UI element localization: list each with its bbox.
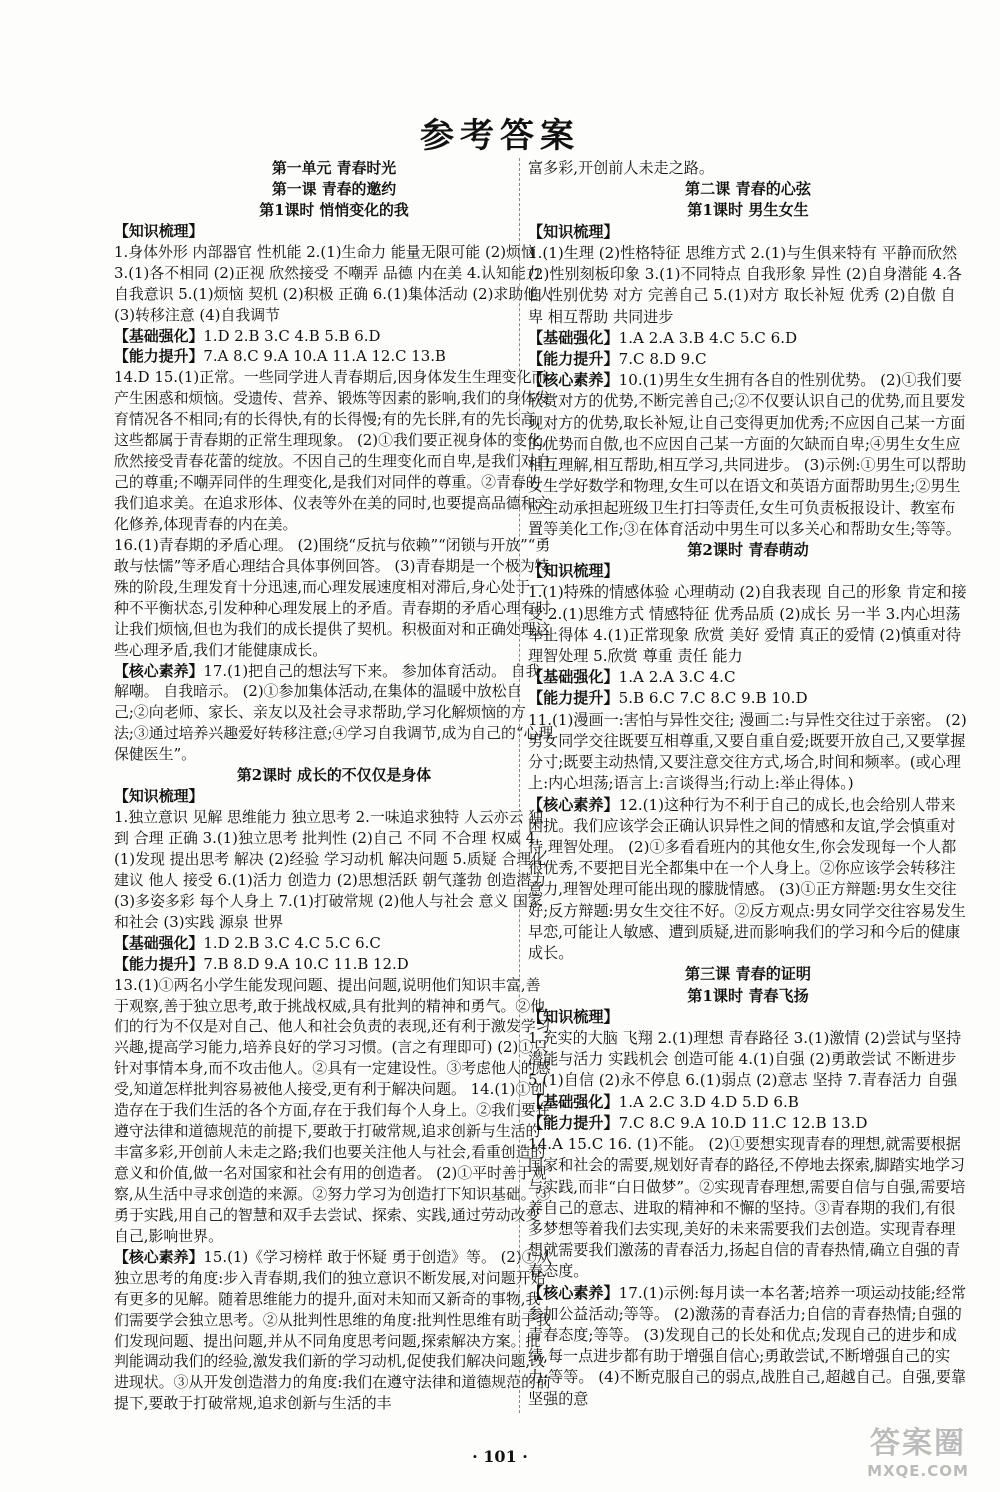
answer-section: [114, 326, 554, 347]
section-heading: 第1课时 男生女生: [687, 201, 809, 220]
page-title: 参考答案: [420, 116, 580, 156]
section-label: 【 核心素养 】: [114, 1248, 203, 1266]
section-answers: 1.A 2.A 3.C 4.C: [618, 668, 736, 687]
answer-paragraph: 14.A 15.C 16. (1)不能。 (2)①要想实现青春的理想,就需要根据国家和社会的需要,规划好青春的路径,不停地去探索,脚踏实地学习与实践,而非“白日做梦”。②实现青春理想,需要自信与自强,需要培养自己的意志、进取的精神和不懈的坚持。③青春期的我们,有很多梦想等着我们去实现,美好的未来需要我们去创造。实现青春理想就需要我们激荡的青春活力,扬起自信的青春热情,确立自强的青春态度。: [528, 1135, 966, 1281]
section-label: 【 知识梳理 】: [528, 1008, 619, 1026]
section-label: 【 能力提升 】: [528, 689, 619, 707]
watermark-logo: [848, 1418, 988, 1488]
section-label: 【 基础强化 】: [528, 329, 619, 347]
section-label: 【 基础强化 】: [114, 934, 203, 952]
section-answers: 7.B 8.D 9.A 10.C 11.B 12.D: [203, 954, 409, 973]
left-column: [114, 158, 554, 1414]
answer-section: [528, 1113, 968, 1134]
section-heading: 第三课 青春的证明: [684, 965, 811, 984]
section-answers: 15.(1)《学习榜样 敢于怀疑 勇于创造》等。 (2)①从独立思考的角度:步入青春期,我们的独立意识不断发展,对问题开始有更多的见解。随着思维能力的提升,面对未知而又新奇的事物,我们需要学会独立思考。②从批判性思维的角度:批判性思维有助于我们发现问题、提出问题,并从不同角度思考问题,探索解决方案。批判能调动我们的经验,激发我们新的学习动机,促使我们解决问题,改进现状。③从开发创造潜力的角度:我们在遵守法律和道德规范的前提下,要敢于打破常规,追求创新与生活的丰: [114, 1247, 552, 1413]
answer-section: [528, 328, 968, 349]
answer-paragraph: 1.独立意识 见解 思维能力 独立思考 2.一味追求独特 人云亦云 独到 合理 正确 3.(1)独立思考 批判性 (2)自己 不同 不合理 权威 4.(1)发现 提出思考 解决 (2)经验 学习动机 解决问题 5.质疑 合理化建议 他人 接受 6.(1)活力 创造力 (2)思想活跃 朝气蓬勃 创造潜力 (3)多姿多彩 每个人身上 7.(1)打破常规 (2)他人与社会 意义 国家和社会 (3)实践 源泉 世界: [114, 808, 547, 931]
section-answers: 7.A 8.C 9.A 10.A 11.A 12.C 13.B: [203, 347, 446, 366]
section-answers: 17.(1)把自己的想法写下来。 参加体育活动。 自我解嘲。 自我暗示。 (2)①参加集体活动,在集体的温暖中放松自己;②向老师、家长、亲友以及社会寻求帮助,学习化解烦恼的方法;③通过培养兴趣爱好转移注意;④学习自我调节,成为自己的“心理保健医生”。: [114, 661, 554, 764]
answer-section: [528, 688, 968, 709]
answer-section: [528, 1092, 968, 1113]
answer-section: [528, 1007, 968, 1028]
section-label: 【 基础强化 】: [528, 1093, 619, 1111]
answer-paragraph: 11.(1)漫画一:害怕与异性交往; 漫画二:与异性交往过于亲密。 (2)男女同学交往既要互相尊重,又要自重自爱;既要开放自己,又要掌握分寸;既要主动热情,又要注意交往方式,场合,时间和频率。(或心理上:内心坦荡;语言上:言谈得当;行动上:举止得体。): [528, 710, 967, 793]
section-answers: 1.A 2.A 3.B 4.C 5.C 6.D: [618, 328, 798, 347]
answer-section: [528, 667, 968, 688]
section-heading: 第2课时 青春萌动: [687, 540, 809, 559]
section-answers: 10.(1)男生女生拥有各自的性别优势。 (2)①我们要欣赏对方的优势,不断完善自己;②不仅要认识自己的优势,而且要发现对方的优势,取长补短,让自己变得更加优秀;不应因自己某一方面的优势而自傲,也不应因自己某一方面的欠缺而自卑;④男生女生应相互理解,相互帮助,相互学习,共同进步。 (3)示例:①男生可以帮助女生学好数学和物理,女生可以在语文和英语方面帮助男生;②男生应主动承担起班级卫生打扫等责任,女生可负责板报设计、教室布置等美化工作;③在体育活动中男生可以多关心和帮助女生;等等。: [528, 371, 967, 538]
answer-section: [114, 933, 554, 954]
answer-paragraph: 1.身体外形 内部器官 性机能 2.(1)生命力 能量无限可能 (2)烦恼 3.(1)各不相同 (2)正视 欣然接受 不嘲弄 品德 内在美 4.认知能力 自我意识 5.(1)烦恼 契机 (2)积极 正确 6.(1)集体活动 (2)求助他人 (3)转移注意 (4)自我调节: [114, 242, 553, 324]
section-label: 【 基础强化 】: [114, 327, 203, 345]
section-answers: 7.C 8.C 9.A 10.D 11.C 12.B 13.D: [618, 1113, 868, 1132]
answer-section: [114, 661, 554, 766]
right-column: [528, 158, 968, 1410]
section-label: 【 知识梳理 】: [114, 222, 203, 240]
section-label: 【 核心素养 】: [114, 662, 203, 680]
section-label: 【 能力提升 】: [114, 347, 203, 365]
section-label: 【 基础强化 】: [528, 668, 619, 686]
section-label: 【 核心素养 】: [528, 371, 619, 389]
section-heading: 第1课时 青春飞扬: [687, 986, 809, 1005]
watermark-main: 答案圈: [870, 1426, 966, 1461]
section-heading: 第一单元 青春时光: [271, 159, 397, 177]
section-label: 【 能力提升 】: [528, 350, 619, 368]
section-label: 【 知识梳理 】: [528, 223, 619, 241]
answer-paragraph: 富多彩,开创前人未走之路。: [528, 159, 714, 177]
answer-section: [114, 954, 554, 975]
answer-paragraph: 14.D 15.(1)正常。一些同学进人青春期后,因身体发生生理变化而产生困惑和烦恼。受遗传、营养、锻炼等因素的影响,我们的身体发育情况各不相同;有的长得快,有的长得慢;有的先长胖,有的先长高,这些都属于青春期的正常生理现象。 (2)①我们要正视身体的变化,欣然接受青春花蕾的绽放。不因自己的生理变化而自卑,是我们对自己的尊重;不嘲弄同伴的生理变化,是我们对同伴的尊重。②青春的我们追求美。在追求形体、仪表等外在美的同时,也要提高品德和文化修养,体现青春的内在美。: [114, 368, 551, 533]
section-heading: 第二课 青春的心弦: [684, 180, 811, 199]
section-answers: 1.D 2.B 3.C 4.C 5.C 6.C: [203, 933, 381, 952]
section-label: 【 能力提升 】: [528, 1114, 619, 1132]
section-heading: 第2课时 成长的不仅仅是身体: [236, 766, 432, 785]
section-label: 【 知识梳理 】: [528, 562, 619, 580]
answer-section: [528, 370, 968, 540]
section-label: 【 核心素养 】: [528, 1284, 619, 1302]
section-label: 【 核心素养 】: [528, 796, 619, 814]
answer-paragraph: 1.充实的大脑 飞翔 2.(1)理想 青春路径 3.(1)激情 (2)尝试与坚持 潜能与活力 实践机会 创造可能 4.(1)自强 (2)勇敢尝试 不断进步 5.(1)自信 (2)永不停息 6.(1)弱点 (2)意志 坚持 7.青春活力 自强: [528, 1028, 962, 1090]
section-answers: 1.A 2.C 3.D 4.D 5.D 6.B: [618, 1092, 799, 1111]
page-number: · 101 ·: [472, 1447, 528, 1466]
column-divider: [519, 158, 520, 1413]
answer-paragraph: 13.(1)①两名小学生能发现问题、提出问题,说明他们知识丰富,善于观察,善于独立思考,敢于挑战权威,具有批判的精神和勇气。②他们的行为不仅是对自己、他人和社会负责的表现,还有利于激发学习兴趣,提高学习能力,培养良好的学习习惯。(言之有理即可) (2)①只针对事情本身,而不攻击他人。②具有一定建设性。③考虑他人的感受,知道怎样批判容易被他人接受,更有利于解决问题。 14.(1)①创造存在于我们生活的各个方面,存在于我们每个人身上。②我们要在遵守法律和道德规范的前提下,要敢于打破常规,追求创新与生活的丰富多彩,开创前人未走之路;我们也要关注他人与社会,看重创造的意义和价值,做一名对国家和社会有用的创造者。 (2)①平时善于观察,从生活中寻求创造的来源。②努力学习为创造打下知识基础。③勇于实践,用自己的智慧和双手去尝试、探索、实践,通过劳动改变自己,影响世界。: [114, 975, 551, 1245]
section-answers: 17.(1)示例:每月读一本名著;培养一项运动技能;经常参加公益活动;等等。 (2)激荡的青春活力;自信的青春热情;自强的青春态度;等等。 (3)发现自己的长处和优点;发现自己的进步和成绩,每一点进步都有助于增强自信心;勇敢尝试,不断增强自己的实力;等等。 (4)不断克服自己的弱点,战胜自己,超越自己。自强,要靠坚强的意: [528, 1283, 967, 1408]
answer-section: [528, 1283, 968, 1410]
answer-section: [114, 786, 554, 807]
answer-section: [528, 222, 968, 243]
section-answers: 1.D 2.B 3.C 4.B 5.B 6.D: [203, 326, 381, 345]
answer-paragraph: 16.(1)青春期的矛盾心理。 (2)围绕“反抗与依赖”“闭锁与开放”“勇敢与怯懦”等矛盾心理结合具体事例回答。 (3)青春期是一个极为特殊的阶段,生理发育十分迅速,而心理发展速度相对滞后,身心处于一种不平衡状态,引发种种心理发展上的矛盾。青春期的矛盾心理有时让我们烦恼,但也为我们的成长提供了契机。积极面对和正确处理这些心理矛盾,我们才能健康成长。: [114, 535, 551, 659]
answer-section: [114, 221, 554, 242]
section-answers: 7.C 8.D 9.C: [618, 349, 707, 368]
section-answers: 12.(1)这种行为不利于自己的成长,也会给别人带来困扰。我们应该学会正确认识异性之间的情感和友谊,学会慎重对待,理智处理。 (2)①多看看班内的其他女生,你会发现每一个人都很优秀,不要把目光全都集中在一个人身上。②你应该学会转移注意力,理智处理可能出现的朦胧情感。 (3)①正方辩题:男女生交往好;反方辩题:男女生交往不好。②反方观点:男女同学交往容易发生早恋,可能让人敏感、遭到质疑,进而影响我们的学习和今后的健康成长。: [528, 795, 966, 963]
section-answers: 5.B 6.C 7.C 8.C 9.B 10.D: [618, 689, 808, 708]
answer-section: [528, 561, 968, 582]
section-heading: 第一课 青春的邀约: [271, 179, 397, 198]
section-label: 【 能力提升 】: [114, 955, 203, 973]
answer-section: [114, 346, 554, 367]
answer-section: [528, 795, 968, 965]
watermark-sub: MXQE.COM: [867, 1462, 969, 1480]
section-heading: 第1课时 悄悄变化的我: [259, 200, 409, 219]
answer-section: [114, 1247, 554, 1415]
answer-paragraph: 1.(1)生理 (2)性格特征 思维方式 2.(1)与生俱来特有 平静而欣然 (2)性别刻板印象 3.(1)不同特点 自我形象 异性 (2)自身潜能 4.各自 性别优势 对方 完善自己 5.(1)对方 取长补短 优秀 (2)自傲 自卑 相互帮助 共同进步: [528, 243, 962, 326]
section-label: 【 知识梳理 】: [114, 787, 203, 805]
answer-section: [528, 349, 968, 370]
answer-paragraph: 1.(1)特殊的情感体验 心理萌动 (2)自我表现 自己的形象 肯定和接受 2.(1)思维方式 情感特征 优秀品质 (2)成长 另一半 3.内心坦荡 举止得体 4.(1)正常现象 欣赏 美好 爱情 真正的爱情 (2)慎重对待 理智处理 5.欣赏 尊重 责任 能力: [528, 583, 967, 666]
